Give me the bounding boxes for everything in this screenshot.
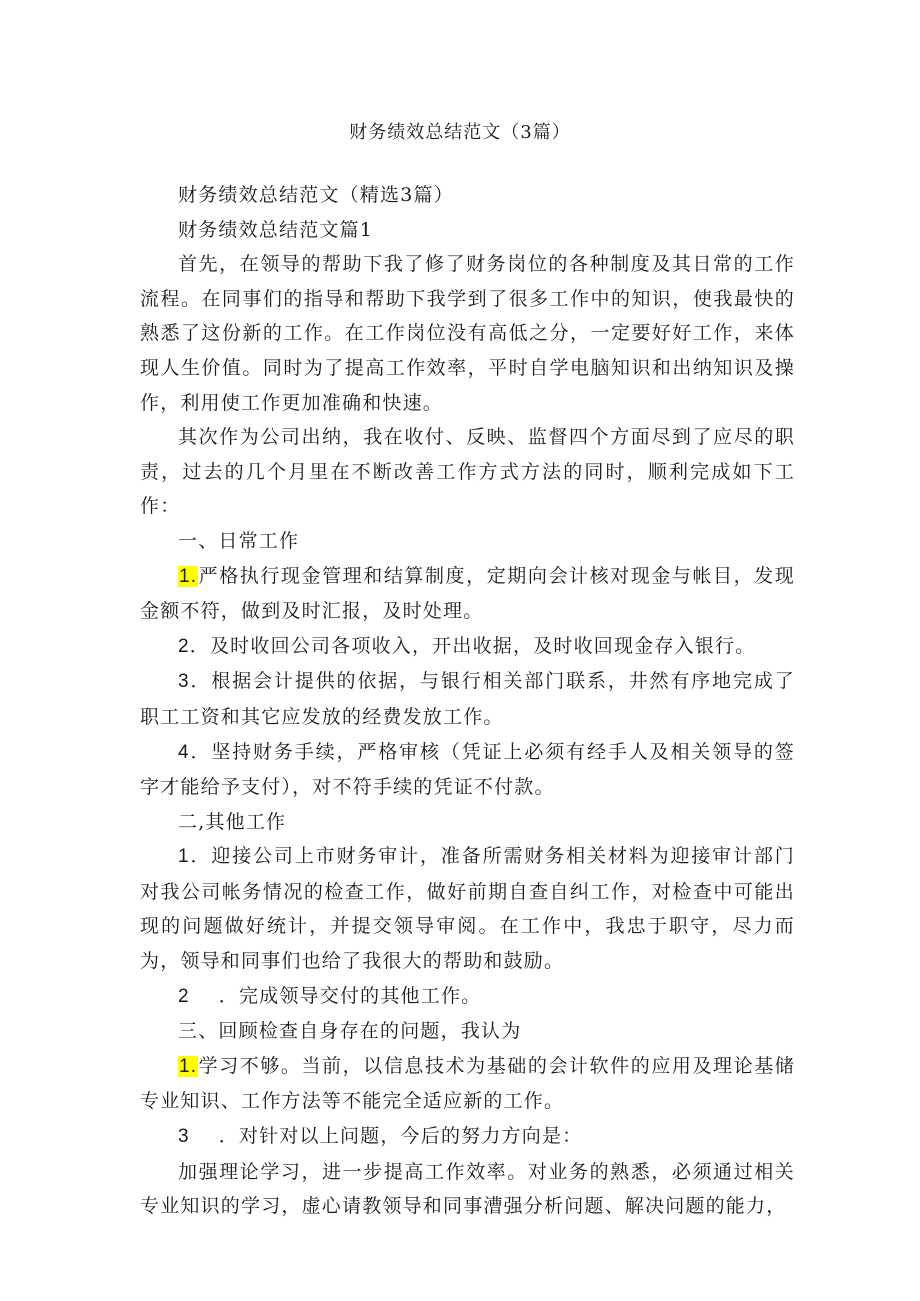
- item-text: 学习不够。当前，以信息技术为基础的会计软件的应用及理论基储专业知识、工作方法等不能完全适应新的工作。: [140, 1054, 795, 1113]
- list-item-5: [140, 839, 795, 978]
- item-number: 3: [178, 671, 190, 693]
- item-text: 严格执行现金管理和结算制度，定期向会计核对现金与帐目，发现金额不符，做到及时汇报，及时处理。: [140, 564, 795, 623]
- list-item-2: [140, 629, 795, 665]
- heading-review: 三、回顾检查自身存在的问题，我认为: [178, 1020, 522, 1043]
- item-number: 2: [178, 985, 190, 1007]
- item-number-highlighted: 1.: [179, 565, 198, 587]
- paragraph-intro-2: 其次作为公司出纳，我在收付、反映、监督四个方面尽到了应尽的职责，过去的几个月里在不断改善工作方式方法的同时，顺利完成如下工作：: [140, 426, 795, 518]
- list-item-8: [140, 1119, 795, 1155]
- item-text: ．完成领导交付的其他工作。: [218, 984, 482, 1007]
- item-number: 1: [178, 846, 190, 868]
- item-text: ．根据会计提供的依据，与银行相关部门联系，井然有序地完成了职工工资和其它应发放的经费发放工作。: [140, 670, 795, 728]
- item-number: 2: [178, 635, 190, 657]
- list-item-1: [140, 559, 795, 629]
- document-body: [140, 178, 795, 1224]
- paragraph-intro-1: 首先，在领导的帮助下我了修了财务岗位的各种制度及其日常的工作流程。在同事们的指导和帮助下我学到了很多工作中的知识，使我最快的熟悉了这份新的工作。在工作岗位没有高低之分，一定要好好工作，来体现人生价值。同时为了提高工作效率，平时自学电脑知识和出纳知识及操作，利用使工作更加准确和快速。: [140, 253, 795, 414]
- section-title: 财务绩效总结范文篇1: [178, 218, 374, 241]
- heading-daily-work: 一、日常工作: [178, 529, 300, 552]
- list-item-3: [140, 664, 795, 734]
- list-item-6: [140, 979, 795, 1015]
- heading-other-work: 二,其他工作: [178, 810, 287, 833]
- list-item-7: [140, 1049, 795, 1119]
- item-number: 4: [178, 741, 190, 763]
- list-item-4: [140, 735, 795, 805]
- subtitle: 财务绩效总结范文（精选3篇）: [178, 184, 454, 206]
- item-text: ．坚持财务手续，严格审核（凭证上必须有经手人及相关领导的签字才能给予支付），对不符手续的凭证不付款。: [140, 740, 795, 799]
- item-text: ．迎接公司上市财务审计，准备所需财务相关材料为迎接审计部门对我公司帐务情况的检查工作，做好前期自查自纠工作，对检查中可能出现的问题做好统计，并提交领导审阅。在工作中，我忠于职守，尽力而为，领导和同事们也给了我很大的帮助和鼓励。: [140, 845, 795, 973]
- item-number: 3: [178, 1126, 190, 1148]
- item-text: ．及时收回公司各项收入，开出收据，及时收回现金存入银行。: [189, 634, 756, 657]
- item-number-highlighted: 1.: [179, 1055, 198, 1077]
- document-title: 财务绩效总结范文（3篇）: [349, 122, 571, 143]
- paragraph-closing: 加强理论学习，进一步提高工作效率。对业务的熟悉，必须通过相关专业知识的学习，虚心请教领导和同事漕强分析问题、解决问题的能力，: [140, 1160, 795, 1218]
- item-text: ．对针对以上问题，今后的努力方向是：: [218, 1125, 583, 1148]
